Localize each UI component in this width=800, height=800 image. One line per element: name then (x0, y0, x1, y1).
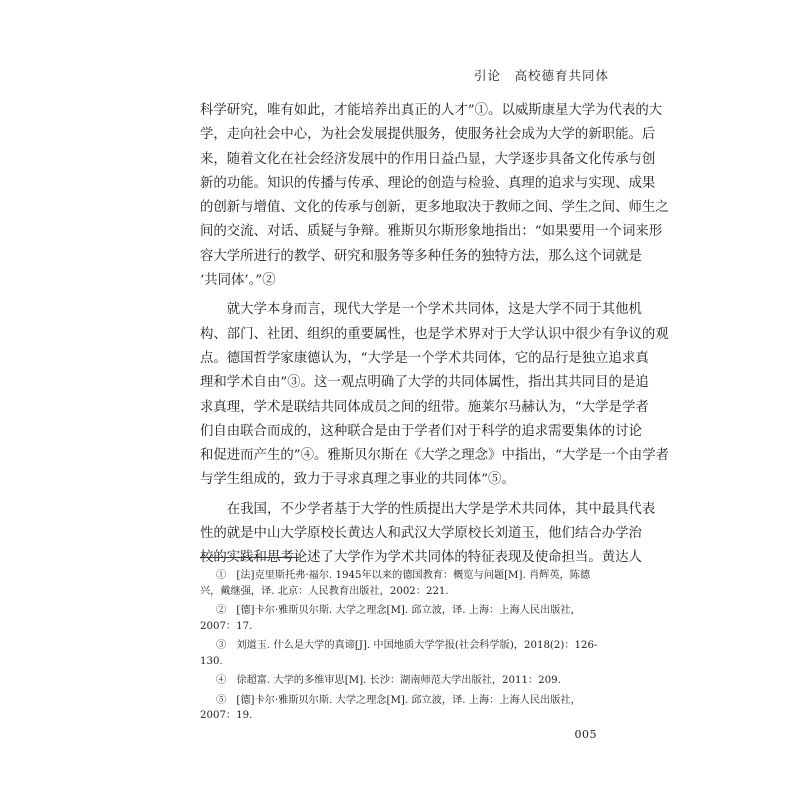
paragraph-2 (200, 298, 669, 492)
text-line: 学，走向社会中心，为社会发展提供服务，使服务社会成为大学的新职能。后 (200, 127, 656, 143)
text-line: 来，随着文化在社会经济发展中的作用日益凸显，大学逐步具备文化传承与创 (200, 151, 656, 167)
text-line: 理和学术自由”③。这一观点明确了大学的共同体属性，指出其共同目的是追 (200, 375, 649, 391)
footnote-line: ④ 徐超富. 大学的多维审思[M]. 长沙：湖南师范大学出版社，2011：209. (216, 675, 561, 686)
footnote-divider (200, 557, 299, 558)
text-line: 新的功能。知识的传播与传承、理论的创造与检验、真理的追求与实现、成果 (200, 175, 656, 191)
text-line: 容大学所进行的教学、研究和服务等多种任务的独特方法，那么这个词就是 (200, 248, 642, 264)
footnote-line: ② [德]卡尔·雅斯贝尔斯. 大学之理念[M]. 邱立波，译. 上海：上海人民出版社， (216, 605, 581, 616)
footnote-2 (200, 603, 600, 634)
text-line: 性的就是中山大学原校长黄达人和武汉大学原校长刘道玉，他们结合办学治 (200, 526, 642, 542)
text-line: 与学生组成的，致力于寻求真理之事业的共同体”⑤。 (200, 472, 515, 488)
text-line: 和促进而产生的”④。雅斯贝尔斯在《大学之理念》中指出，“大学是一个由学者 (200, 448, 669, 464)
text-line: 就大学本身而言，现代大学是一个学术共同体，这是大学不同于其他机 (200, 302, 642, 318)
footnote-line: ① [法]克里斯托弗·福尔. 1945年以来的德国教育：概览与问题[M]. 肖辉英，陈德 (216, 570, 591, 581)
footnote-line: ③ 刘道玉. 什么是大学的真谛[J]. 中国地质大学学报(社会科学版)，2018(2)：126- (216, 640, 598, 651)
text-line: 求真理，学术是联结共同体成员之间的纽带。施莱尔马赫认为，“大学是学者 (200, 399, 649, 415)
text-line: ‘共同体’。”② (200, 273, 276, 289)
footnote-line: ⑤ [德]卡尔·雅斯贝尔斯. 大学之理念[M]. 邱立波，译. 上海：上海人民出版社， (216, 694, 581, 706)
text-line: 间的交流、对话、质疑与争辩。雅斯贝尔斯形象地指出：“如果要用一个词来形 (200, 224, 663, 240)
paragraph-1 (200, 99, 669, 293)
footnote-4 (200, 673, 600, 689)
footnote-5 (200, 693, 600, 724)
footnote-line: 2007：17. (200, 620, 253, 632)
footnote-line: 2007：19. (200, 710, 253, 721)
text-line: 校的实践和思考论述了大学作为学术共同体的特征表现及使命担当。黄达人 (200, 550, 642, 566)
text-line: 科学研究，唯有如此，才能培养出真正的人才”①。以威斯康星大学为代表的大 (200, 103, 663, 118)
paragraph-3 (200, 498, 656, 571)
text-line: 的创新与增值、文化的传承与创新，更多地取决于教师之间、学生之间、师生之 (200, 200, 669, 216)
footnote-3 (200, 638, 600, 669)
text-line: 点。德国哲学家康德认为，“大学是一个学术共同体，它的品行是独立追求真 (200, 350, 649, 366)
text-line: 在我国，不少学者基于大学的性质提出大学是学术共同体，其中最具代表 (200, 501, 656, 517)
footnote-1 (200, 568, 600, 599)
footnotes (200, 568, 600, 724)
body-text (200, 99, 669, 571)
footnote-line: 兴，戴继强，译. 北京：人民教育出版社，2002：221. (200, 585, 449, 597)
text-line: 们自由联合而成的，这种联合是由于学者们对于科学的追求需要集体的讨论 (200, 423, 642, 439)
text-line: 构、部门、社团、组织的重要属性，也是学术界对于大学认识中很少有争议的观 (200, 326, 669, 342)
footnote-line: 130. (200, 655, 223, 667)
running-head: 引论 高校德育共同体 (473, 68, 609, 83)
page-number: 005 (574, 728, 597, 741)
